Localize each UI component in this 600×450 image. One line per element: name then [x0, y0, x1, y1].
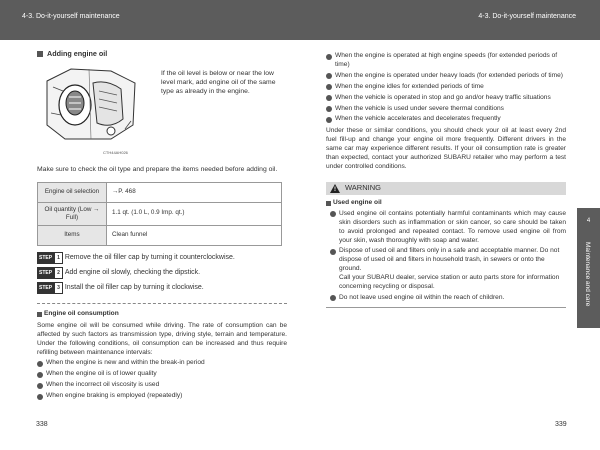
step-item	[37, 282, 287, 294]
page-header	[0, 0, 600, 40]
list-item: When the engine is operated under heavy loads (for extended periods of time)	[326, 72, 566, 81]
subsection-title: Engine oil consumption	[44, 309, 119, 317]
section-heading	[37, 50, 287, 59]
step-text: Add engine oil slowly, checking the dipstick.	[64, 268, 201, 276]
header-right-title: 4-3. Do-it-yourself maintenance	[478, 13, 576, 20]
divider	[37, 303, 287, 304]
intro-text: If the oil level is below or near the low level mark, add engine oil of the same type as already in the engine.	[161, 69, 276, 95]
warning-label: WARNING	[345, 182, 381, 192]
step-text: Remove the oil filler cap by turning it counterclockwise.	[64, 253, 235, 261]
bullet-icon	[326, 106, 332, 112]
chapter-label: Maintenance and care	[584, 242, 591, 307]
square-bullet-icon	[37, 312, 42, 317]
bullet-icon	[330, 211, 336, 217]
list-item: Do not leave used engine oil within the reach of children.	[326, 294, 566, 303]
step-text: Install the oil filler cap by turning it clockwise.	[64, 283, 204, 291]
step-badge: STEP 3	[37, 282, 63, 294]
bullet-icon	[326, 117, 332, 123]
list-item: Used engine oil contains potentially harmful contaminants which may cause skin disorders such as inflammation or skin cancer, so care should be taken to avoid prolonged and repeated contact. To remove used engine oil from your skin, wash thoroughly with soap and water.	[326, 210, 566, 246]
bullet-icon	[330, 295, 336, 301]
bullet-icon	[326, 73, 332, 79]
list-item: When the vehicle is used under severe thermal conditions	[326, 105, 566, 114]
warning-heading	[326, 199, 566, 208]
table-value: Clean funnel	[107, 225, 282, 245]
warning-box	[326, 199, 566, 308]
header-left-title: 4-3. Do-it-yourself maintenance	[22, 13, 120, 20]
table-key: Items	[38, 225, 107, 245]
table-value: →P. 468	[107, 182, 282, 202]
section-title: Adding engine oil	[47, 49, 108, 58]
list-item: When the vehicle accelerates and decelerates frequently	[326, 115, 566, 124]
square-bullet-icon	[37, 51, 43, 57]
bullet-icon	[37, 361, 43, 367]
list-item: Dispose of used oil and filters only in a safe and acceptable manner. Do not dispose of used oil and filters in household trash, in sewers or onto the ground. Call your SUBARU dealer, service station or auto parts store for information concerning recycling or disposal.	[326, 247, 566, 292]
bullet-icon	[37, 383, 43, 389]
table-key: Engine oil selection	[38, 182, 107, 202]
square-bullet-icon	[326, 201, 331, 206]
table-row	[38, 202, 282, 225]
right-column	[326, 50, 566, 308]
intro-block	[37, 63, 287, 161]
step-item	[37, 252, 287, 264]
subsection-heading	[37, 310, 287, 319]
oil-spec-table	[37, 182, 282, 246]
table-key: Oil quantity (Low → Full)	[38, 202, 107, 225]
list-item: When the incorrect oil viscosity is used	[37, 381, 287, 390]
step-badge: STEP 1	[37, 252, 63, 264]
page-number-right: 339	[555, 421, 567, 428]
table-row	[38, 182, 282, 202]
list-item: When the engine is operated at high engine speeds (for extended periods of time)	[326, 52, 566, 70]
warning-header	[326, 182, 566, 195]
table-value: 1.1 qt. (1.0 L, 0.9 Imp. qt.)	[107, 202, 282, 225]
consumption-paragraph: Some engine oil will be consumed while driving. The rate of consumption can be affected by such factors as transmission type, driving style, terrain and temperature. Under the following conditions, oil consumption can be increased and thus require refilling between maintenance intervals:	[37, 321, 287, 356]
step-badge: STEP 2	[37, 267, 63, 279]
table-row	[38, 225, 282, 245]
lead-text: Make sure to check the oil type and prepare the items needed before adding oil.	[37, 165, 278, 173]
bullet-icon	[326, 54, 332, 60]
conditions-paragraph: Under these or similar conditions, you should check your oil at least every 2nd fuel fill-up and change your engine oil more frequently. Different drivers in the same car may experience different results. If your oil consumption rate is greater than expected, contact your authorized SUBARU retailer who may perform a test under controlled conditions.	[326, 127, 566, 170]
bullet-icon	[326, 95, 332, 101]
bullet-icon	[37, 372, 43, 378]
list-item: When the engine oil is of lower quality	[37, 370, 287, 379]
left-column	[37, 50, 287, 401]
step-item	[37, 267, 287, 279]
warning-title: Used engine oil	[333, 198, 382, 206]
chapter-tab	[577, 208, 600, 328]
page-number-left: 338	[36, 421, 48, 428]
engine-oil-filler-illustration	[41, 63, 141, 145]
list-item: When the vehicle is operated in stop and go and/or heavy traffic situations	[326, 94, 566, 103]
bullet-icon	[326, 84, 332, 90]
image-caption: CTH44AH026	[103, 149, 128, 155]
bullet-icon	[330, 249, 336, 255]
warning-triangle-icon: !	[330, 184, 340, 193]
bullet-icon	[37, 394, 43, 400]
list-item: When the engine is new and within the break-in period	[37, 359, 287, 368]
list-item: When the engine idles for extended periods of time	[326, 83, 566, 92]
list-item: When engine braking is employed (repeatedly)	[37, 392, 287, 401]
chapter-number: 4	[586, 218, 591, 224]
